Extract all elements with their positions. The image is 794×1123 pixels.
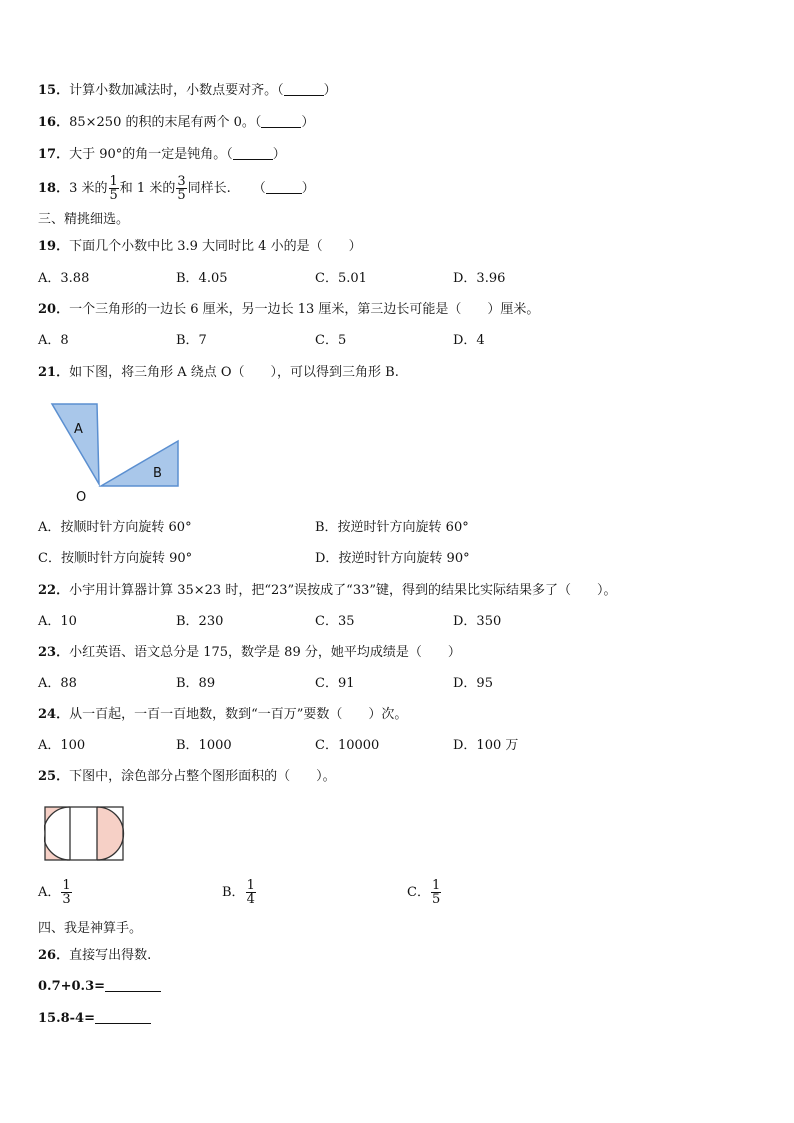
triangle-b [101,441,178,486]
denominator: 5 [431,892,441,907]
option-b[interactable]: B．4.05 [176,271,228,286]
question-text: 小红英语、语文总分是 175，数学是 89 分，她平均成绩是（ ） [69,645,461,660]
option-c[interactable]: C．35 [315,614,355,629]
option-b[interactable]: B．230 [176,614,224,629]
option-c[interactable]: C．10000 [315,738,380,753]
paren-close: ） [323,83,337,98]
option-c[interactable]: C．5 [315,333,347,348]
question-text: 下面几个小数中比 3.9 大同时比 4 小的是（ ） [69,239,362,254]
question-number: 20． [38,302,70,317]
question-text-pre: 3 米的 [69,181,108,196]
question-number: 16． [38,115,70,130]
question-number: 18． [38,181,70,196]
calc-item-1 [38,978,161,996]
fraction-1-3 [61,879,71,906]
answer-blank[interactable] [95,1010,151,1024]
option-b[interactable]: B．1000 [176,738,232,753]
shaded-figure [44,806,126,862]
question-text: 小宇用计算器计算 35×23 时，把“23”误按成了“33”键，得到的结果比实际结果多了（ ）。 [69,583,617,598]
option-a[interactable]: A．按顺时针方向旋转 60° [38,520,192,535]
option-d[interactable]: D．4 [453,333,485,348]
label-o: O [76,490,87,505]
option-label: C． [407,885,430,900]
question-number: 25． [38,769,70,784]
fraction-1-4 [246,879,256,906]
question-number: 24． [38,707,70,722]
denominator: 4 [246,892,255,907]
option-d[interactable]: D．95 [453,676,493,691]
option-d[interactable]: D．350 [453,614,502,629]
option-c[interactable] [407,878,442,908]
question-19 [38,238,362,256]
question-text: 直接写出得数. [69,948,152,963]
denominator: 5 [177,188,186,203]
section-heading-3: 三、精挑细选。 [38,212,130,227]
option-label: A． [38,885,61,900]
fraction-1-5 [431,879,441,906]
question-17 [38,146,286,164]
question-text-mid: 和 1 米的 [119,181,176,196]
numerator: 1 [109,174,118,189]
option-d[interactable]: D．3.96 [453,271,506,286]
calc-expression: 0.7+0.3= [38,979,106,994]
answer-blank[interactable] [261,114,301,128]
fraction-1-5 [109,175,119,202]
question-text: 85×250 的积的末尾有两个 0。（ [69,115,262,130]
option-a[interactable]: A．10 [38,614,77,629]
question-text: 大于 90°的角一定是钝角。（ [69,147,233,162]
question-22 [38,582,617,600]
question-number: 15． [38,83,70,98]
rotation-figure [40,398,190,508]
option-b[interactable]: B．按逆时针方向旋转 60° [315,520,469,535]
option-c[interactable]: C．91 [315,676,355,691]
option-a[interactable]: A．8 [38,333,69,348]
question-number: 23． [38,645,70,660]
option-d[interactable]: D．100 万 [453,738,519,753]
numerator: 1 [62,878,71,893]
option-b[interactable]: B．89 [176,676,216,691]
answer-blank[interactable] [284,82,324,96]
question-number: 17． [38,147,70,162]
answer-blank[interactable] [233,146,273,160]
question-text: 一个三角形的一边长 6 厘米，另一边长 13 厘米，第三边长可能是（ ）厘米。 [69,302,540,317]
denominator: 5 [109,188,118,203]
question-21 [38,364,399,382]
option-b[interactable] [222,878,257,908]
question-number: 19． [38,239,70,254]
question-text: 从一百起，一百一百地数，数到“一百万”要数（ ）次。 [69,707,408,722]
option-a[interactable]: A．3.88 [38,271,90,286]
option-c[interactable]: C．5.01 [315,271,367,286]
option-d[interactable]: D．按逆时针方向旋转 90° [315,551,470,566]
question-text: 计算小数加减法时，小数点要对齐。（ [69,83,284,98]
paren-close: ） [272,147,286,162]
question-text-post: 同样长. [187,181,231,196]
question-18 [38,174,315,204]
option-a[interactable]: A．88 [38,676,77,691]
denominator: 3 [62,892,71,907]
answer-blank[interactable] [266,180,302,194]
numerator: 1 [431,878,441,893]
question-text: 如下图，将三角形 A 绕点 O（ ），可以得到三角形 B. [69,365,399,380]
section-heading-4: 四、我是神算手。 [38,921,143,936]
question-16 [38,114,314,132]
option-c[interactable]: C．按顺时针方向旋转 90° [38,551,193,566]
question-23 [38,644,461,662]
fraction-3-5 [176,175,186,202]
option-b[interactable]: B．7 [176,333,207,348]
answer-blank[interactable] [105,978,161,992]
calc-expression: 15.8-4= [38,1011,95,1026]
question-24 [38,706,407,724]
paren-close: ） [301,181,315,196]
triangle-a [52,404,99,484]
numerator: 3 [177,174,186,189]
question-15 [38,82,337,100]
question-number: 22． [38,583,70,598]
option-label: B． [222,885,245,900]
question-number: 26． [38,948,70,963]
numerator: 1 [246,878,255,893]
option-a[interactable]: A．100 [38,738,86,753]
question-26 [38,947,151,965]
paren-close: ） [301,115,315,130]
question-text: 下图中，涂色部分占整个图形面积的（ ）。 [69,769,336,784]
paren-open: （ [252,181,266,196]
label-a: A [74,422,83,437]
option-a[interactable] [38,878,73,908]
label-b: B [153,466,162,481]
question-20 [38,301,539,319]
calc-item-2 [38,1010,151,1028]
question-number: 21． [38,365,70,380]
question-25 [38,768,336,786]
